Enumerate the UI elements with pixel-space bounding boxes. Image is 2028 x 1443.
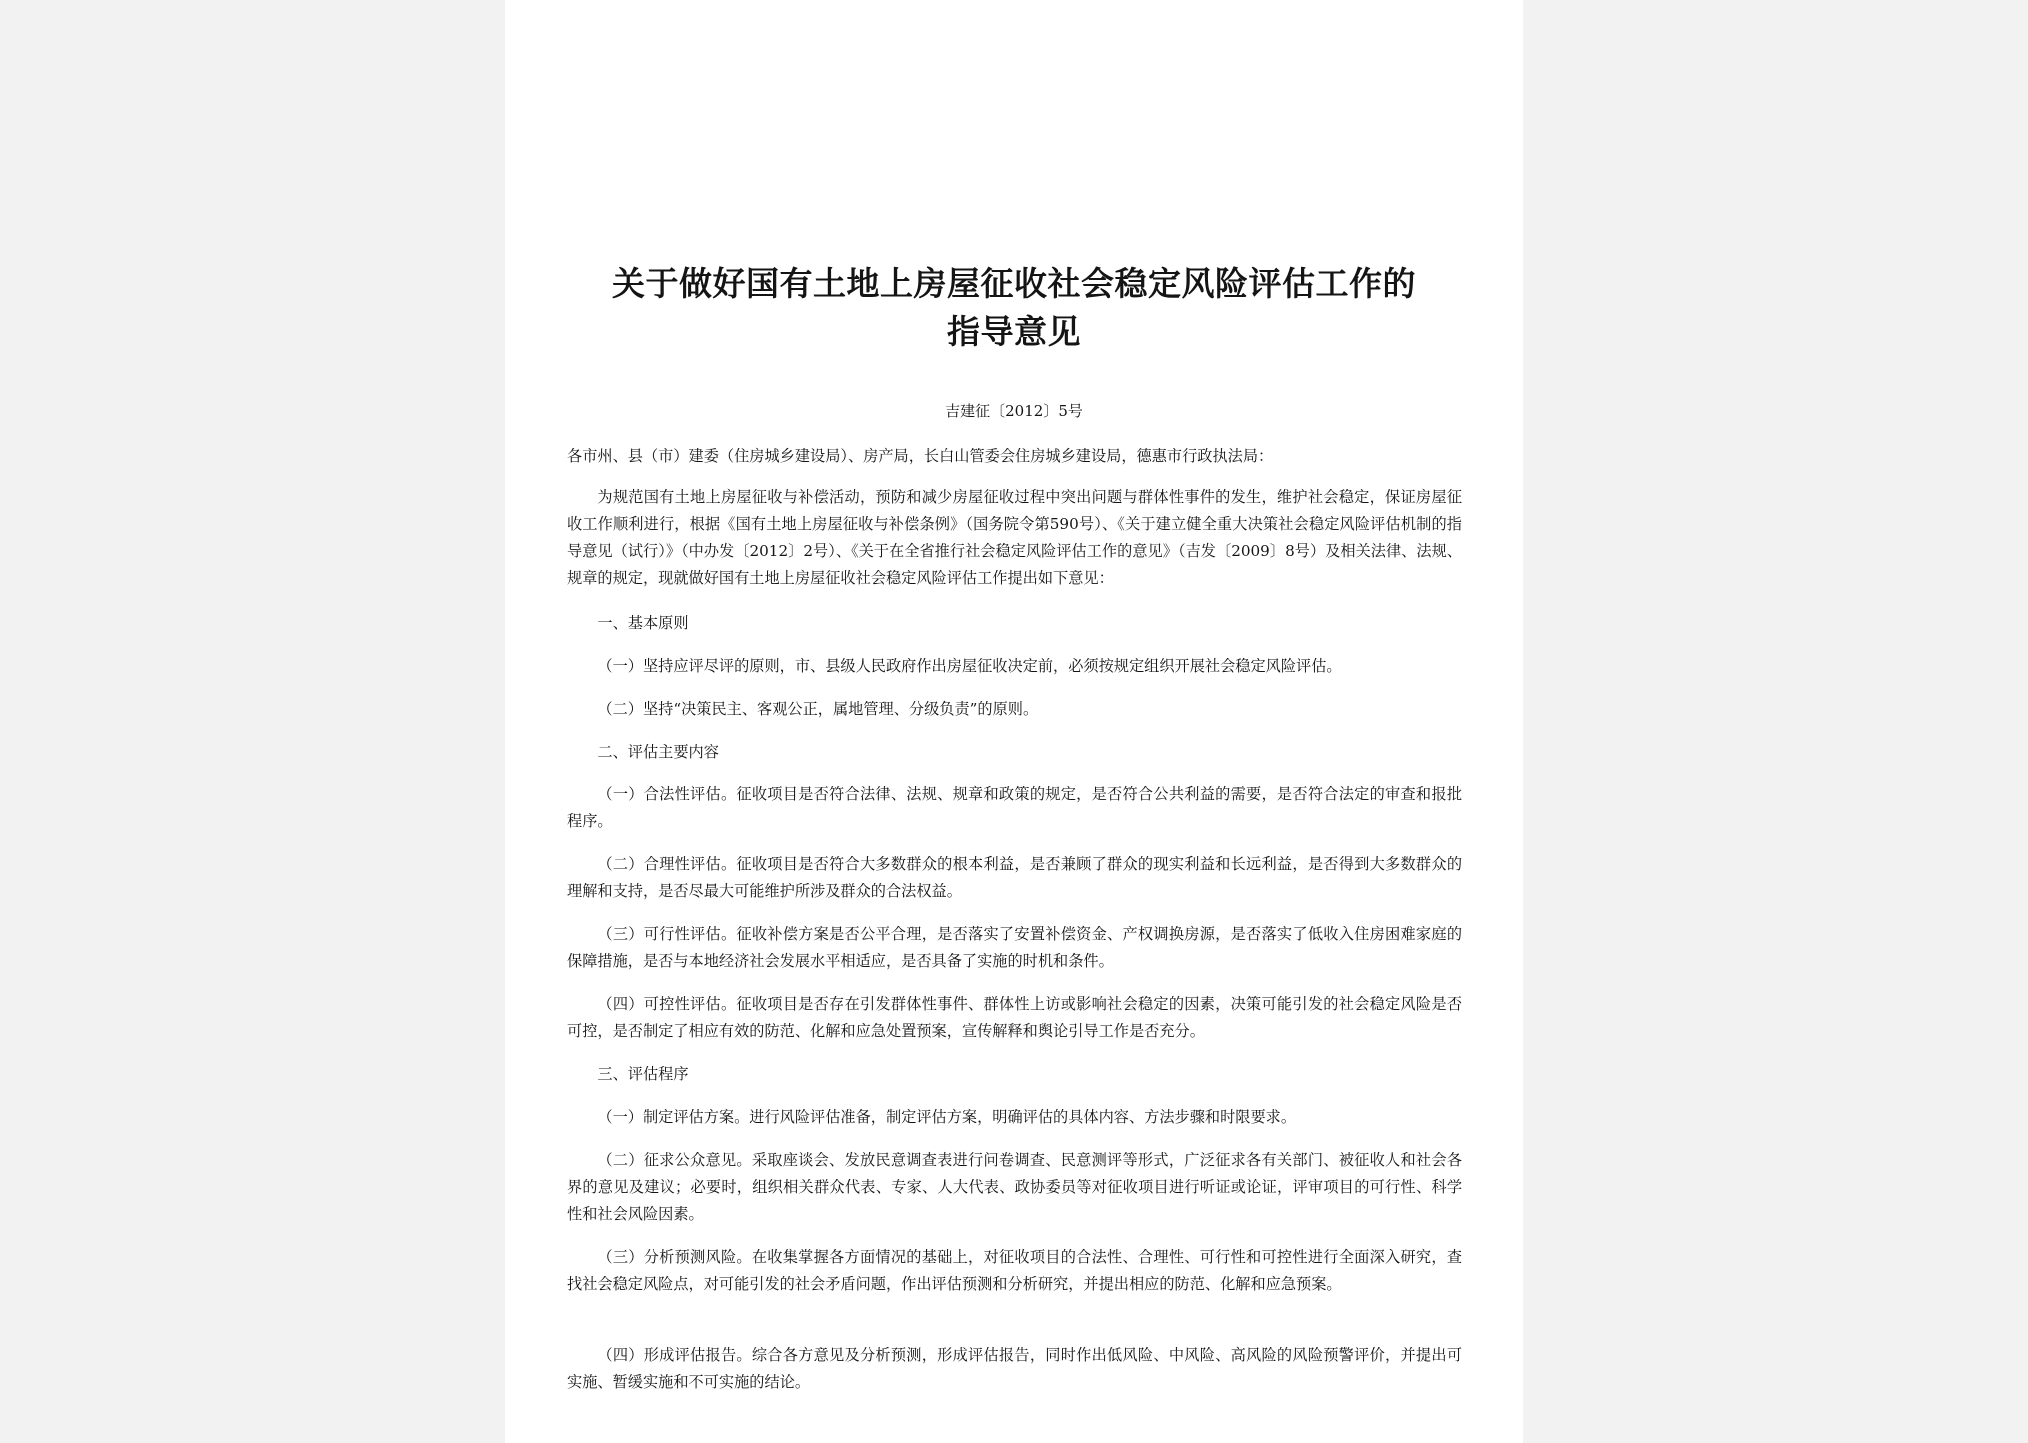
section-3-item-2: （二）征求公众意见。采取座谈会、发放民意调查表进行问卷调查、民意测评等形式，广泛征求各有关部门、被征收人和社会各界的意见及建议；必要时，组织相关群众代表、专家、人大代表、政协委员等对征收项目进行听证或论证，评审项目的可行性、科学性和社会风险因素。 — [567, 1151, 1462, 1223]
section-2-item-2: （二）合理性评估。征收项目是否符合大多数群众的根本利益，是否兼顾了群众的现实利益和长远利益，是否得到大多数群众的理解和支持，是否尽最大可能维护所涉及群众的合法权益。 — [567, 855, 1462, 900]
section-3-item-3: （三）分析预测风险。在收集掌握各方面情况的基础上，对征收项目的合法性、合理性、可行性和可控性进行全面深入研究，查找社会稳定风险点，对可能引发的社会矛盾问题，作出评估预测和分析研究，并提出相应的防范、化解和应急预案。 — [567, 1248, 1462, 1293]
section-2-item-4: （四）可控性评估。征收项目是否存在引发群体性事件、群体性上访或影响社会稳定的因素，决策可能引发的社会稳定风险是否可控，是否制定了相应有效的防范、化解和应急处置预案，宣传解释和舆论引导工作是否充分。 — [567, 995, 1462, 1040]
section-1-heading: 一、基本原则 — [597, 614, 689, 632]
section-2-item-3: （三）可行性评估。征收补偿方案是否公平合理，是否落实了安置补偿资金、产权调换房源，是否落实了低收入住房困难家庭的保障措施，是否与本地经济社会发展水平相适应，是否具备了实施的时机和条件。 — [567, 925, 1462, 970]
intro-paragraph: 为规范国有土地上房屋征收与补偿活动，预防和减少房屋征收过程中突出问题与群体性事件的发生，维护社会稳定，保证房屋征收工作顺利进行，根据《国有土地上房屋征收与补偿条例》（国务院令第590号）、《关于建立健全重大决策社会稳定风险评估机制的指导意见（试行）》（中办发〔2012〕2号）、《关于在全省推行社会稳定风险评估工作的意见》（吉发〔2009〕8号）及相关法律、法规、规章的规定，现就做好国有土地上房屋征收社会稳定风险评估工作提出如下意见： — [567, 488, 1462, 587]
section-2-item-1: （一）合法性评估。征收项目是否符合法律、法规、规章和政策的规定，是否符合公共利益的需要，是否符合法定的审查和报批程序。 — [567, 785, 1462, 830]
recipients-line: 各市州、县（市）建委（住房城乡建设局）、房产局，长白山管委会住房城乡建设局，德惠市行政执法局： — [567, 447, 1274, 465]
section-2-heading: 二、评估主要内容 — [597, 743, 719, 761]
document-page — [505, 0, 1523, 1443]
document-title-line-2: 指导意见 — [947, 312, 1081, 351]
section-3-item-1: （一）制定评估方案。进行风险评估准备，制定评估方案，明确评估的具体内容、方法步骤和时限要求。 — [597, 1108, 1297, 1126]
section-3-item-4: （四）形成评估报告。综合各方意见及分析预测，形成评估报告，同时作出低风险、中风险、高风险的风险预警评价，并提出可实施、暂缓实施和不可实施的结论。 — [567, 1346, 1462, 1391]
document-title-line-1: 关于做好国有土地上房屋征收社会稳定风险评估工作的 — [612, 264, 1416, 303]
section-1-item-2: （二）坚持“决策民主、客观公正，属地管理、分级负责”的原则。 — [597, 700, 1039, 718]
document-number: 吉建征〔2012〕5号 — [945, 402, 1083, 420]
section-1-item-1: （一）坚持应评尽评的原则，市、县级人民政府作出房屋征收决定前，必须按规定组织开展社会稳定风险评估。 — [597, 657, 1342, 675]
section-3-heading: 三、评估程序 — [597, 1065, 689, 1083]
